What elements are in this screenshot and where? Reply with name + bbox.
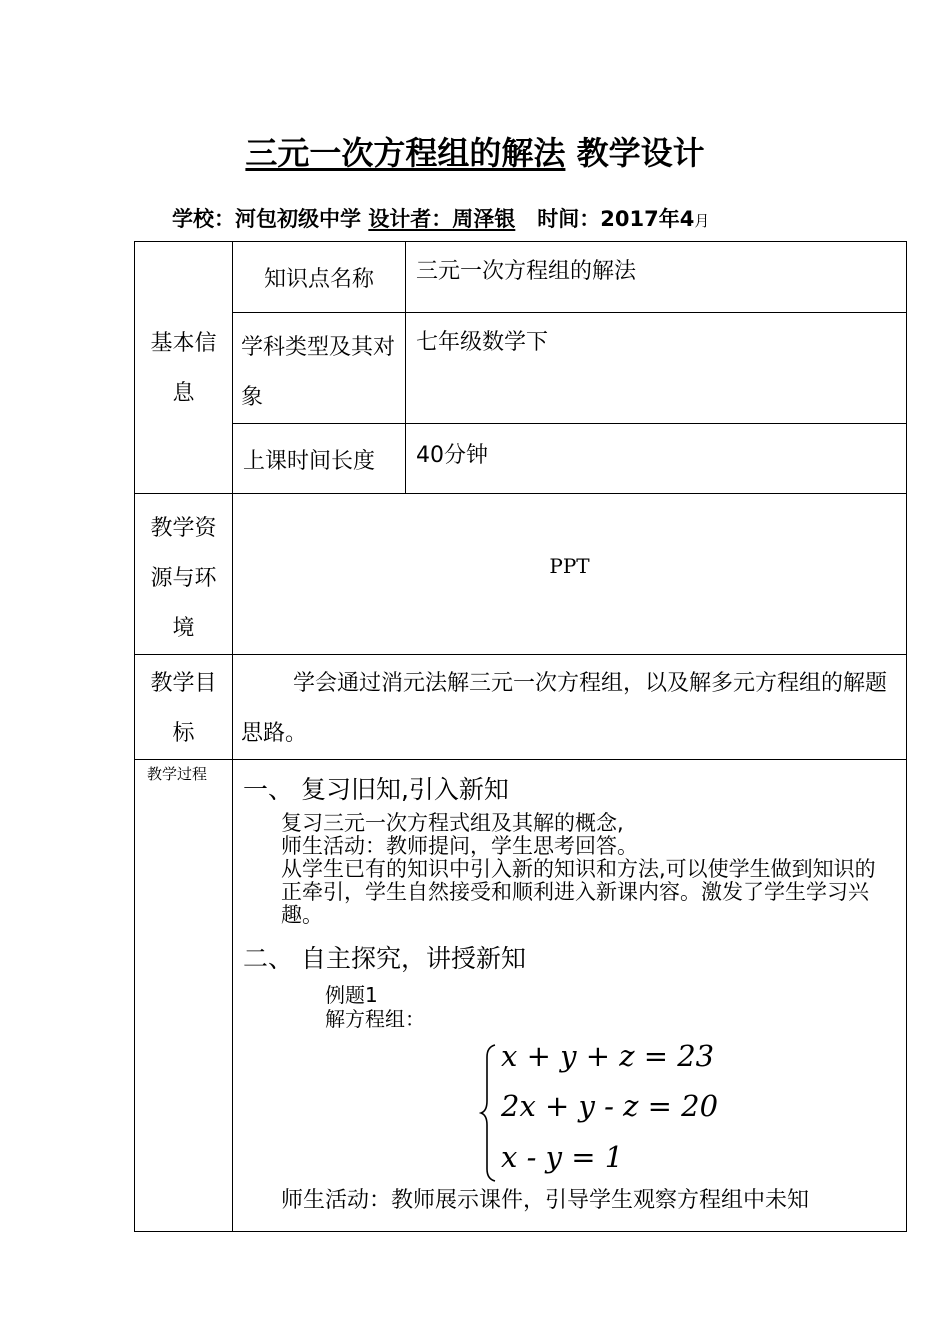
row-label-subject: 学科类型及其对象	[241, 335, 396, 410]
section1-line: 从学生已有的知识中引入新的知识和方法,可以使学生做到知识的正牵引，学生自然接受和顺利进入新课内容。激发了学生学习兴趣。	[281, 857, 876, 927]
meta-school: 学校：河包初级中学	[172, 207, 361, 231]
example-prompt: 解方程组：	[325, 1007, 425, 1031]
section1-line: 复习三元一次方程式组及其解的概念,	[281, 811, 624, 835]
row-value-cell	[406, 242, 907, 313]
meta-time: 时间：2017年4	[537, 207, 695, 231]
resources-label-cell	[135, 494, 233, 655]
equation-1: x + y + z = 23	[501, 1039, 715, 1073]
basic-info-label-cell	[135, 242, 233, 494]
process-label-cell	[135, 760, 233, 1232]
objectives-value-cell	[233, 655, 907, 760]
title-main: 三元一次方程组的解法	[245, 134, 566, 172]
resources-value-cell	[233, 494, 907, 655]
document-meta	[172, 203, 709, 233]
row-label-cell	[233, 313, 406, 424]
resources-label: 教学资源与环境	[150, 516, 217, 641]
row-value-cell	[406, 313, 907, 424]
process-label: 教学过程	[147, 765, 208, 783]
document-title	[0, 128, 950, 174]
process-content-cell	[233, 760, 907, 1232]
basic-info-label: 基本信息	[150, 331, 217, 406]
objectives-value: 学会通过消元法解三元一次方程组，以及解多元方程组的解题思路。	[241, 671, 888, 746]
activity-text: 师生活动：教师展示课件，引导学生观察方程组中未知	[281, 1188, 810, 1213]
meta-designer: 设计者：周泽银	[368, 207, 516, 231]
row-label-knowledge: 知识点名称	[263, 267, 374, 292]
example-title: 例题1	[325, 983, 378, 1007]
section1-heading: 一、 复习旧知,引入新知	[243, 775, 509, 804]
title-suffix: 教学设计	[576, 134, 705, 172]
section2-heading: 二、 自主探究，讲授新知	[243, 944, 526, 973]
row-label-cell	[233, 242, 406, 313]
meta-month: 月	[694, 212, 710, 230]
row-value-duration: 40分钟	[416, 443, 488, 468]
row-label-duration: 上课时间长度	[243, 449, 376, 474]
row-value-knowledge: 三元一次方程组的解法	[416, 259, 637, 284]
equation-3: x - y = 1	[501, 1140, 624, 1174]
row-value-subject: 七年级数学下	[416, 330, 549, 355]
objectives-label-cell	[135, 655, 233, 760]
left-brace-icon	[479, 1043, 499, 1183]
equation-system	[233, 1039, 906, 1187]
row-label-cell	[233, 424, 406, 494]
row-value-cell	[406, 424, 907, 494]
objectives-label: 教学目标	[150, 671, 217, 746]
section1-line: 师生活动：教师提问，学生思考回答。	[281, 834, 638, 858]
lesson-plan-table	[134, 241, 907, 1232]
equation-2: 2x + y - z = 20	[501, 1089, 719, 1123]
resources-value: PPT	[549, 554, 590, 578]
